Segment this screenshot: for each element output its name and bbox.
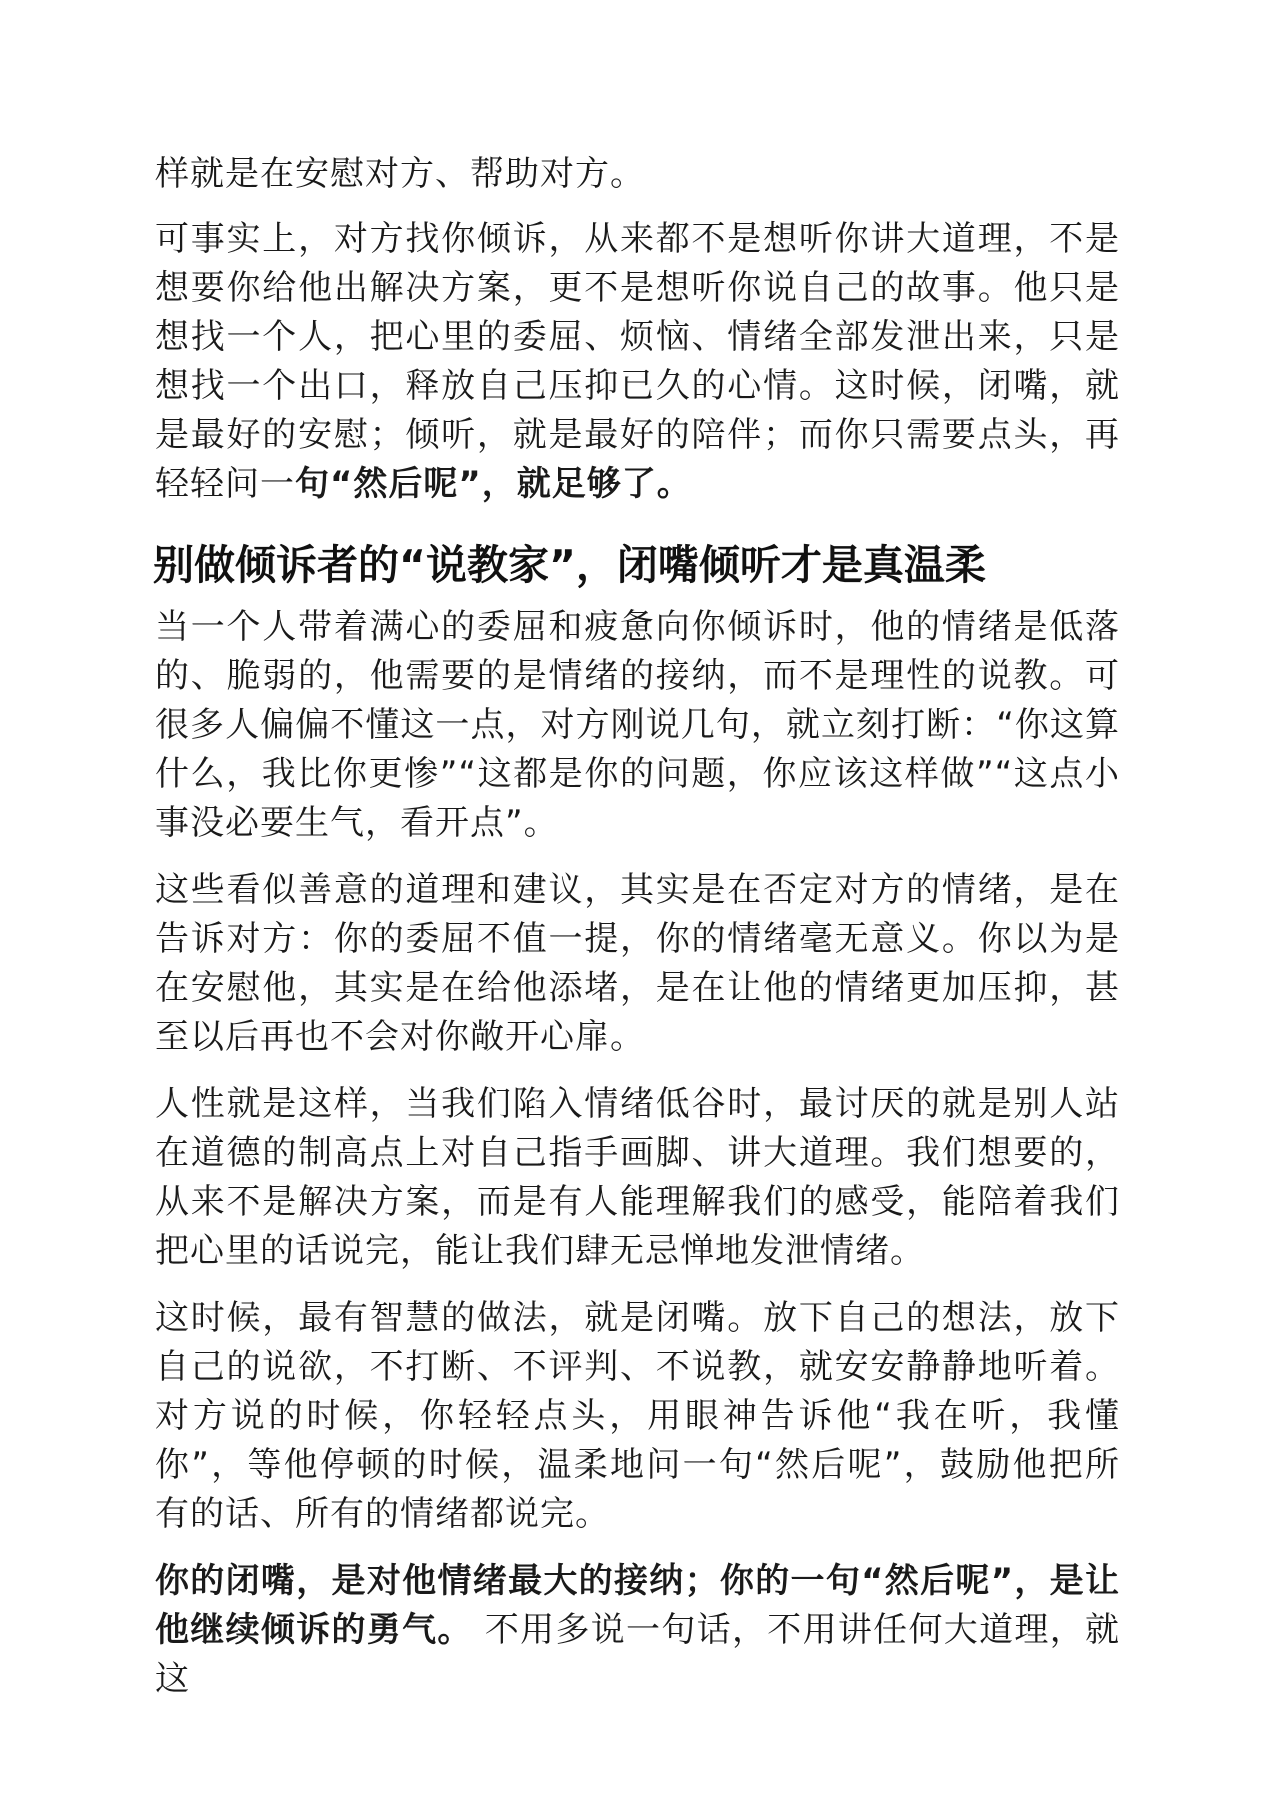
paragraph-section-5-text: 不用多说一句话，不用讲任何大道理，就这 bbox=[155, 1610, 1120, 1699]
paragraph-section-5 bbox=[155, 1557, 1120, 1704]
paragraph-continuation: 样就是在安慰对方、帮助对方。 bbox=[155, 154, 645, 194]
section-heading: 别做倾诉者的“说教家”，闭嘴倾听才是真温柔 bbox=[153, 541, 986, 589]
paragraph-intro-emphasis: 句“然后呢”，就足够了。 bbox=[295, 464, 692, 504]
paragraph-section-1: 当一个人带着满心的委屈和疲惫向你倾诉时，他的情绪是低落的、脆弱的，他需要的是情绪的接纳，而不是理性的说教。可很多人偏偏不懂这一点，对方刚说几句，就立刻打断：“你这算什么，我比你更惨”“这都是你的问题，你应该这样做”“这点小事没必要生气，看开点”。 bbox=[155, 607, 1120, 843]
paragraph-section-4: 这时候，最有智慧的做法，就是闭嘴。放下自己的想法，放下自己的说欲，不打断、不评判、不说教，就安安静静地听着。对方说的时候，你轻轻点头，用眼神告诉他“我在听，我懂你”，等他停顿的时候，温柔地问一句“然后呢”，鼓励他把所有的话、所有的情绪都说完。 bbox=[155, 1298, 1120, 1534]
paragraph-section-2: 这些看似善意的道理和建议，其实是在否定对方的情绪，是在告诉对方：你的委屈不值一提，你的情绪毫无意义。你以为是在安慰他，其实是在给他添堵，是在让他的情绪更加压抑，甚至以后再也不会对你敞开心扉。 bbox=[155, 870, 1120, 1057]
paragraph-section-5-emphasis: 你的闭嘴，是对他情绪最大的接纳；你的一句“然后呢”，是让他继续倾诉的勇气。 bbox=[155, 1561, 1120, 1650]
paragraph-intro bbox=[155, 215, 1120, 509]
paragraph-section-3: 人性就是这样，当我们陷入情绪低谷时，最讨厌的就是别人站在道德的制高点上对自己指手画脚、讲大道理。我们想要的，从来不是解决方案，而是有人能理解我们的感受，能陪着我们把心里的话说完，能让我们肆无忌惮地发泄情绪。 bbox=[155, 1084, 1120, 1271]
document-page bbox=[155, 150, 1120, 1722]
paragraph-intro-text: 可事实上，对方找你倾诉，从来都不是想听你讲大道理，不是想要你给他出解决方案，更不是想听你说自己的故事。他只是想找一个人，把心里的委屈、烦恼、情绪全部发泄出来，只是想找一个出口，释放自己压抑已久的心情。这时候，闭嘴，就是最好的安慰；倾听，就是最好的陪伴；而你只需要点头，再轻轻问一 bbox=[155, 219, 1120, 504]
